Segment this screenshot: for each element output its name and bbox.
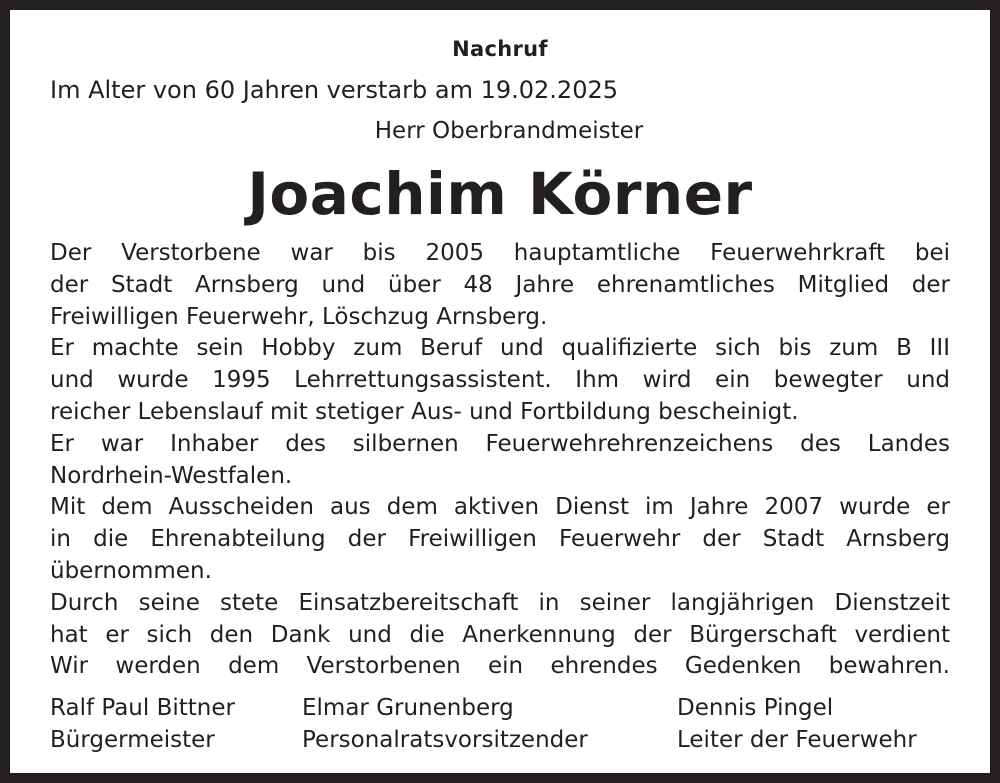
closing-line: Wir werden dem Verstorbenen ein ehrendes Gedenken bewahren. xyxy=(50,653,950,679)
signatory-mayor xyxy=(50,692,235,756)
body-line: der Stadt Arnsberg und über 48 Jahre ehrenamtliches Mitglied der xyxy=(50,271,950,298)
signatory-fire-chief xyxy=(677,692,917,756)
notice-heading: Nachruf xyxy=(452,37,548,61)
signatory-name: Dennis Pingel xyxy=(677,695,834,721)
body-line: Er machte sein Hobby zum Beruf und qualifizierte sich bis zum B III xyxy=(50,335,950,362)
signatory-title: Bürgermeister xyxy=(50,727,215,753)
deceased-name: Joachim Körner xyxy=(247,160,753,228)
body-line: reicher Lebenslauf mit stetiger Aus- und Fortbildung bescheinigt. xyxy=(50,398,799,425)
body-line: Er war Inhaber des silbernen Feuerwehrehrenzeichens des Landes xyxy=(50,430,950,457)
body-line: Der Verstorbene war bis 2005 hauptamtliche Feuerwehrkraft bei xyxy=(50,240,950,266)
body-line: und wurde 1995 Lehrrettungsassistent. Ihm wird ein bewegter und xyxy=(50,367,950,394)
body-line: Durch seine stete Einsatzbereitschaft in seiner langjährigen Dienstzeit xyxy=(50,589,950,616)
body-line: Freiwilligen Feuerwehr, Löschzug Arnsberg. xyxy=(50,303,548,330)
deceased-rank: Herr Oberbrandmeister xyxy=(374,118,644,144)
obituary-body xyxy=(50,238,950,651)
signatory-name: Ralf Paul Bittner xyxy=(50,695,235,721)
death-announcement: Im Alter von 60 Jahren verstarb am 19.02.2025 xyxy=(50,76,618,104)
body-line: Nordrhein-Westfalen. xyxy=(50,462,293,489)
signatory-staff-council xyxy=(302,692,588,756)
signatory-name: Elmar Grunenberg xyxy=(302,695,514,721)
signatory-title: Leiter der Feuerwehr xyxy=(677,727,917,753)
signatory-title: Personalratsvorsitzender xyxy=(302,727,588,753)
body-line: in die Ehrenabteilung der Freiwilligen Feuerwehr der Stadt Arnsberg xyxy=(50,526,950,553)
body-line: hat er sich den Dank und die Anerkennung der Bürgerschaft verdient xyxy=(50,621,950,648)
body-line: Mit dem Ausscheiden aus dem aktiven Dienst im Jahre 2007 wurde er xyxy=(50,494,950,521)
body-line: übernommen. xyxy=(50,557,212,584)
